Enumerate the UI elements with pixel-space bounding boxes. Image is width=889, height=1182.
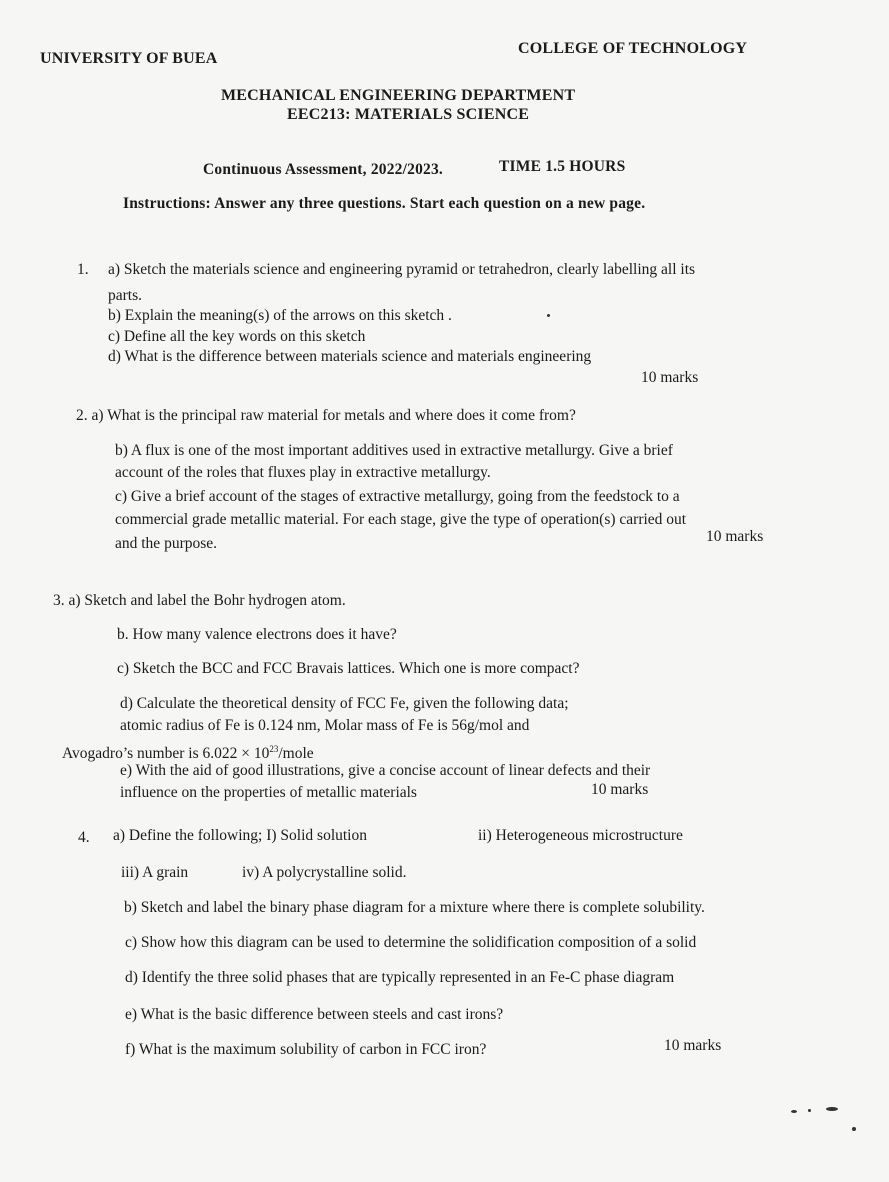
- question-number: 4.: [78, 829, 90, 846]
- university-name: UNIVERSITY OF BUEA: [40, 50, 218, 67]
- department-name: MECHANICAL ENGINEERING DEPARTMENT: [221, 87, 576, 104]
- exam-time: TIME 1.5 HOURS: [499, 158, 626, 175]
- q3-part-e-cont: influence on the properties of metallic materials: [120, 784, 417, 801]
- q3-part-b: b. How many valence electrons does it have?: [117, 626, 397, 643]
- q3-marks: 10 marks: [591, 781, 649, 798]
- q4-part-c: c) Show how this diagram can be used to determine the solidification composition of a solid: [125, 934, 697, 951]
- scan-speck: [808, 1109, 811, 1112]
- q4-part-f: f) What is the maximum solubility of carbon in FCC iron?: [125, 1041, 487, 1058]
- q3-part-a: 3. a) Sketch and label the Bohr hydrogen atom.: [53, 592, 346, 609]
- q4-part-b: b) Sketch and label the binary phase diagram for a mixture where there is complete solubility.: [124, 899, 705, 916]
- q3-part-c: c) Sketch the BCC and FCC Bravais lattices. Which one is more compact?: [117, 660, 580, 677]
- q2-marks: 10 marks: [706, 528, 764, 545]
- q2-part-a: 2. a) What is the principal raw material for metals and where does it come from?: [76, 407, 576, 424]
- q4-part-e: e) What is the basic difference between steels and cast irons?: [125, 1006, 504, 1023]
- q2-part-b: b) A flux is one of the most important additives used in extractive metallurgy. Give a brief: [115, 442, 673, 459]
- q3-part-d-avogadro: Avogadro’s number is $6.022 \times 10^{23}$/mole: [62, 744, 314, 763]
- q2-part-c-cont: commercial grade metallic material. For each stage, give the type of operation(s) carried out: [115, 511, 687, 528]
- assessment-title: Continuous Assessment, 2022/2023.: [203, 161, 444, 178]
- q4-part-a-iii: iii) A grain: [121, 864, 189, 881]
- q1-part-b: b) Explain the meaning(s) of the arrows on this sketch .: [108, 307, 452, 324]
- q4-marks: 10 marks: [664, 1037, 722, 1054]
- q4-part-a-iv: iv) A polycrystalline solid.: [242, 864, 407, 881]
- q1-part-a-cont: parts.: [108, 287, 143, 304]
- question-number: 1.: [77, 261, 89, 278]
- q3-part-d: d) Calculate the theoretical density of FCC Fe, given the following data;: [120, 695, 569, 712]
- q1-part-d: d) What is the difference between materials science and materials engineering: [108, 348, 592, 365]
- q3-part-e: e) With the aid of good illustrations, give a concise account of linear defects and their: [120, 762, 651, 779]
- college-name: COLLEGE OF TECHNOLOGY: [518, 40, 748, 57]
- q2-part-c-cont2: and the purpose.: [115, 535, 218, 552]
- q4-part-a-ii: ii) Heterogeneous microstructure: [478, 827, 683, 844]
- q1-marks: 10 marks: [641, 369, 699, 386]
- q4-part-a: a) Define the following; I) Solid solution: [113, 827, 367, 844]
- scan-speck: [852, 1127, 856, 1131]
- q1-part-a: a) Sketch the materials science and engineering pyramid or tetrahedron, clearly labelling all its: [108, 261, 696, 278]
- scan-speck: [547, 314, 550, 317]
- q2-part-c: c) Give a brief account of the stages of extractive metallurgy, going from the feedstock to a: [115, 488, 680, 505]
- q1-part-c: c) Define all the key words on this sketch: [108, 328, 366, 345]
- course-title: EEC213: MATERIALS SCIENCE: [287, 106, 530, 123]
- q2-part-b-cont: account of the roles that fluxes play in extractive metallurgy.: [115, 464, 491, 481]
- instructions: Instructions: Answer any three questions. Start each question on a new page.: [123, 195, 646, 212]
- q4-part-d: d) Identify the three solid phases that are typically represented in an Fe-C phase diagram: [125, 969, 675, 986]
- scan-speck: [826, 1107, 838, 1111]
- q3-part-d-cont: atomic radius of Fe is 0.124 nm, Molar mass of Fe is 56g/mol and: [120, 717, 530, 734]
- scan-speck: [791, 1110, 797, 1113]
